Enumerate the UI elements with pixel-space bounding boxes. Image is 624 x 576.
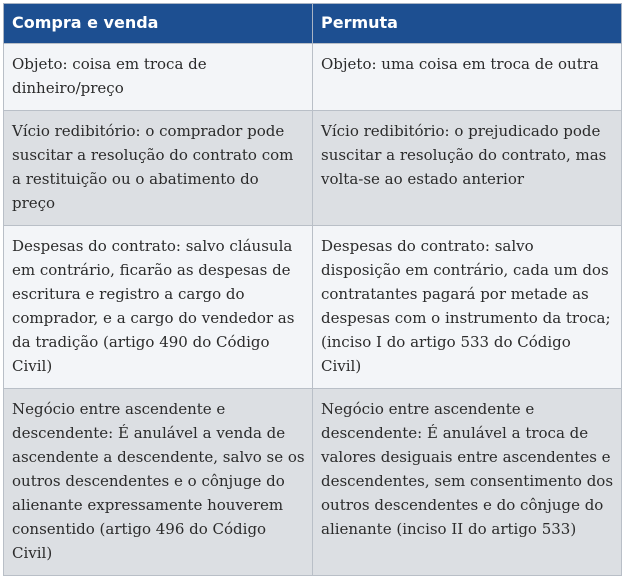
header-compra-e-venda: Compra e venda (4, 4, 313, 44)
cell-compra-objeto: Objeto: coisa em troca de dinheiro/preço (4, 44, 313, 111)
header-permuta: Permuta (313, 4, 622, 44)
cell-permuta-vicio: Vício redibitório: o prejudicado pode suscitar a resolução do contrato, mas volta-se ao estado anterior (313, 111, 622, 226)
cell-permuta-negocio: Negócio entre ascendente e descendente: É anulável a troca de valores desiguais entre ascendentes e descendentes, sem consentimento dos outros descendentes e do cônjuge do alienante (inciso II do artigo 533) (313, 389, 622, 576)
table-row (4, 226, 622, 389)
table-row (4, 111, 622, 226)
cell-permuta-despesas: Despesas do contrato: salvo disposição em contrário, cada um dos contratantes pagará por metade as despesas com o instrumento da troca; (inciso I do artigo 533 do Código Civil) (313, 226, 622, 389)
cell-compra-negocio: Negócio entre ascendente e descendente: É anulável a venda de ascendente a descendente, salvo se os outros descendentes e o cônjuge do alienante expressamente houverem consentido (artigo 496 do Código Civil) (4, 389, 313, 576)
comparison-table (3, 3, 622, 576)
cell-compra-vicio: Vício redibitório: o comprador pode suscitar a resolução do contrato com a restituição ou o abatimento do preço (4, 111, 313, 226)
cell-compra-despesas: Despesas do contrato: salvo cláusula em contrário, ficarão as despesas de escritura e registro a cargo do comprador, e a cargo do vendedor as da tradição (artigo 490 do Código Civil) (4, 226, 313, 389)
cell-permuta-objeto: Objeto: uma coisa em troca de outra (313, 44, 622, 111)
table-row (4, 44, 622, 111)
header-row (4, 4, 622, 44)
table-row (4, 389, 622, 576)
